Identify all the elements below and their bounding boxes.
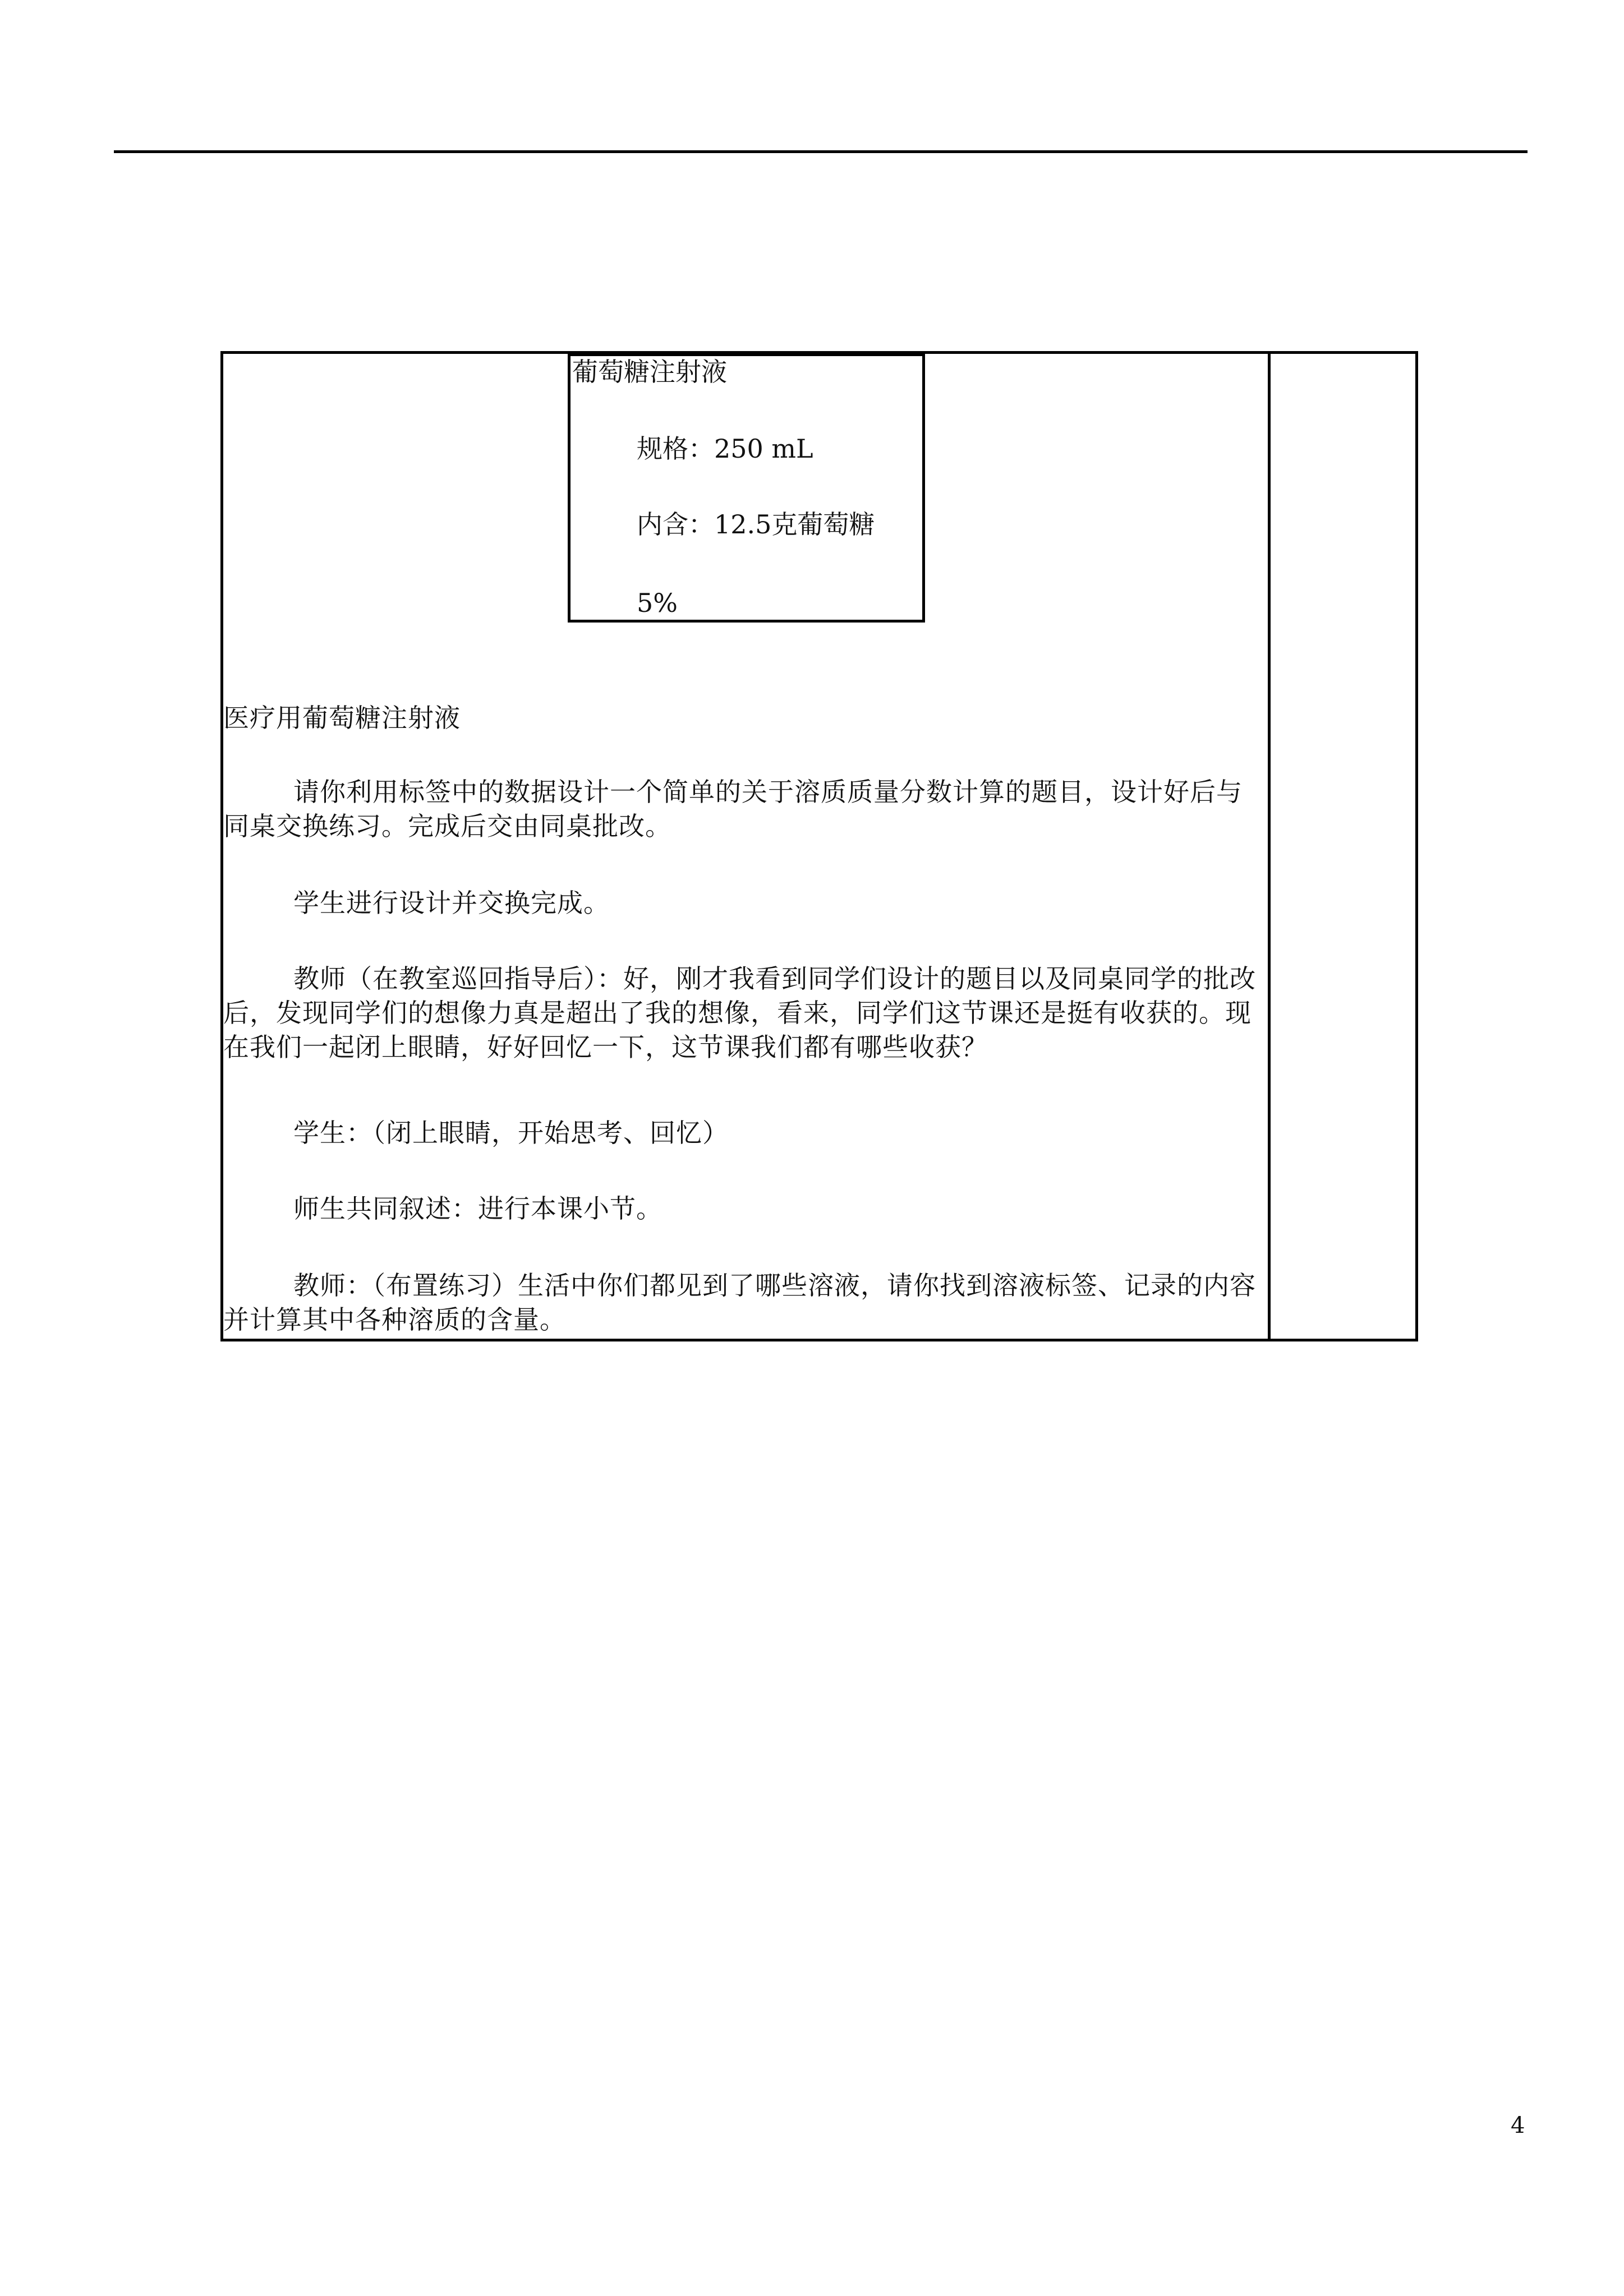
figure-caption: 医疗用葡萄糖注射液 bbox=[223, 703, 461, 733]
label-percent: 5% bbox=[637, 588, 678, 618]
table-column-divider bbox=[1268, 351, 1271, 1341]
paragraph-summary: 师生共同叙述：进行本课小节。 bbox=[293, 1193, 663, 1224]
glucose-label-box bbox=[568, 353, 925, 623]
label-content: 内含：12.5克葡萄糖 bbox=[637, 509, 875, 540]
paragraph-design-task: 请你利用标签中的数据设计一个简单的关于溶质质量分数计算的题目，设计好后与同桌交换练习。完成后交由同桌批改。 bbox=[223, 777, 1243, 841]
paragraph-student-recall: 学生：（闭上眼睛，开始思考、回忆） bbox=[293, 1118, 729, 1148]
paragraph-student-design: 学生进行设计并交换完成。 bbox=[293, 888, 610, 918]
page-number: 4 bbox=[1511, 2113, 1525, 2138]
label-title: 葡萄糖注射液 bbox=[572, 357, 727, 387]
paragraph-teacher-review: 教师（在教室巡回指导后）：好，刚才我看到同学们设计的题目以及同桌同学的批改后，发现同学们的想像力真是超出了我的想像，看来，同学们这节课还是挺有收获的。现在我们一起闭上眼睛，好好回忆一下，这节课我们都有哪些收获？ bbox=[223, 963, 1256, 1062]
paragraph-homework: 教师：（布置练习）生活中你们都见到了哪些溶液，请你找到溶液标签、记录的内容并计算其中各种溶质的含量。 bbox=[223, 1270, 1256, 1335]
header-rule bbox=[114, 150, 1528, 153]
label-spec: 规格：250 mL bbox=[637, 434, 813, 464]
